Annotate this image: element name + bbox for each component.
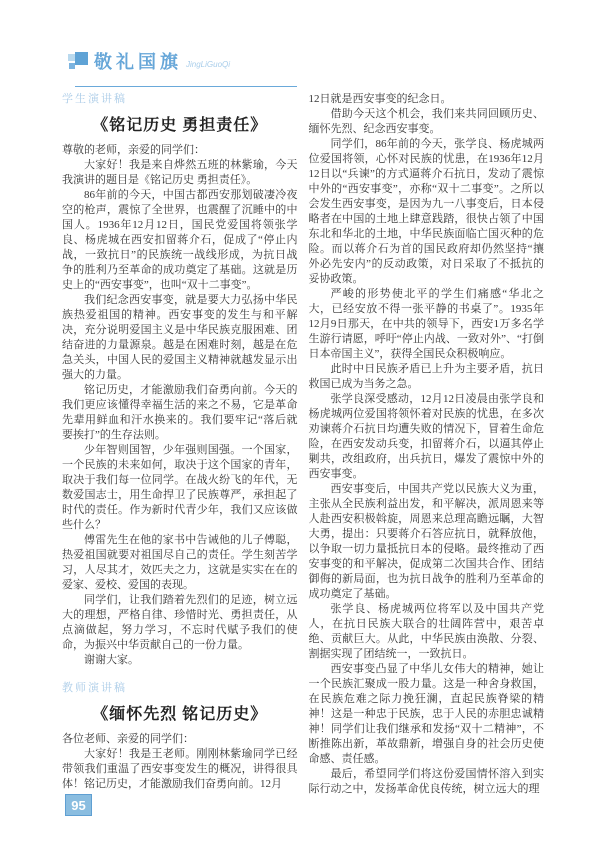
paragraph: 少年智则国智，少年强则国强。一个国家，一个民族的未来如何，取决于这个国家的青年，取决于我们每一位同学。在战火纷飞的年代，无数爱国志士，用生命捍卫了民族尊严，承担起了时代的责任。作为新时代青少年，我们又应该做些什么？ [62, 444, 298, 531]
paragraph: 同学们，86年前的今天，张学良、杨虎城两位爱国将领，心怀对民族的忧患，在1936年12月12日以“兵谏”的方式逼蒋介石抗日，发动了震惊中外的“西安事变”，亦称“双十二事变”。之所以会发生西安事变，是因为九一八事变后，日本侵略者在中国的土地上肆意践踏，很快占领了中国东北和华北的土地，中华民族面临亡国灭种的危险。而以蒋介石为首的国民政府却仍然坚持“攘外必先安内”的反动政策，对日采取了不抵抗的妥协政策。 [308, 138, 544, 285]
paragraph: 西安事变后，中国共产党以民族大义为重，主张从全民族利益出发，和平解决，派周恩来等人赴西安积极斡旋，周恩来总理高瞻远瞩，大智大勇，提出：只要蒋介石答应抗日，就释放他，以争取一切力量抵抗日本的侵略。最终推动了西安事变的和平解决，促成第二次国共合作、团结御侮的新局面，也为抗日战争的胜利乃至革命的成功奠定了基础。 [308, 483, 544, 600]
unit-title-pinyin: JingLiGuoQi [186, 59, 231, 69]
paragraph: 西安事变凸显了中华儿女伟大的精神，她让一个民族汇聚成一股力量。这是一种舍身救国，在民族危难之际力挽狂澜，直起民族脊梁的精神！这是一种忠于民族，忠于人民的赤胆忠诚精神！同学们让我们继承和发扬“双十二精神”，不断推陈出新，革故鼎新，增强自身的社会历史使命感、责任感。 [308, 663, 544, 765]
paragraph: 大家好！我是王老师。刚刚林紫瑜同学已经带领我们重温了西安事变发生的概况，讲得很具体！铭记历史，才能激励我们奋勇向前。12月 [62, 748, 298, 790]
paragraph: 12日就是西安事变的纪念日。 [308, 93, 452, 105]
speech2-body [62, 732, 298, 792]
speech2-title: 《缅怀先烈 铭记历史》 [92, 706, 268, 723]
paragraph: 86年前的今天，中国古都西安那划破凄冷夜空的枪声，震惊了全世界，也震醒了沉睡中的中国人。1936年12月12日，国民党爱国将领张学良、杨虎城在西安扣留蒋介石，促成了“停止内战，一致抗日”的民族统一战线形成，为抗日战争的胜利乃至革命的成功奠定了基础。这就是历史上的“西安事变”，也叫“双十二事变”。 [62, 189, 298, 291]
paragraph: 严峻的形势使北平的学生们痛感“华北之大，已经安放不得一张平静的书桌了”。1935年12月9日那天，在中共的领导下，西安1万多名学生游行请愿，呼吁“停止内战、一致对外”、“打倒日本帝国主义”，获得全国民众积极响应。 [308, 288, 544, 360]
left-column [62, 92, 298, 797]
paragraph: 借助今天这个机会，我们来共同回顾历史、缅怀先烈、纪念西安事变。 [308, 108, 544, 135]
two-column-text [62, 92, 544, 797]
speech1-title: 《铭记历史 勇担责任》 [92, 117, 268, 134]
squares-logo-icon [68, 50, 88, 72]
paragraph: 张学良深受感动，12月12日凌晨由张学良和杨虎城两位爱国将领怀着对民族的忧患，在多次劝谏蒋介石抗日均遭失败的情况下，冒着生命危险，在西安发动兵变，扣留蒋介石，以逼其停止剿共，改组政府，出兵抗日，爆发了震惊中外的西安事变。 [308, 393, 544, 480]
teacher-speech-label: 教师演讲稿 [62, 682, 127, 694]
student-speech-label: 学生演讲稿 [62, 93, 127, 105]
speech1-body [62, 143, 298, 668]
paragraph: 同学们，让我们踏着先烈们的足迹，树立远大的理想，严格自律、珍惜时光、勇担责任，从点滴做起，努力学习，不忘时代赋予我们的使命，为振兴中华贡献自己的一份力量。 [62, 594, 298, 651]
paragraph: 谢谢大家。 [84, 654, 139, 666]
speech2-body-continued [309, 92, 545, 797]
paragraph: 张学良、杨虎城两位将军以及中国共产党人，在抗日民族大联合的壮阔阵营中，艰苦卓绝、贡献巨大。从此，中华民族由涣散、分裂、割据实现了团结统一，一致抗日。 [308, 603, 544, 660]
paragraph: 各位老师、亲爱的同学们： [62, 733, 194, 745]
paragraph: 大家好！我是来自烨然五班的林紫瑜，今天我演讲的题目是《铭记历史 勇担责任》。 [62, 159, 298, 186]
page-header [68, 48, 230, 74]
paragraph: 此时中日民族矛盾已上升为主要矛盾，抗日救国已成为当务之急。 [308, 363, 544, 390]
header-divider [75, 86, 297, 87]
paragraph: 尊敬的老师，亲爱的同学们： [62, 144, 205, 156]
paragraph: 最后，希望同学们将这份爱国情怀溶入到实际行动之中，发扬革命优良传统，树立远大的理 [308, 768, 544, 795]
unit-title: 敬礼国旗 [94, 52, 182, 72]
right-column [309, 92, 545, 797]
paragraph: 铭记历史，才能激励我们奋勇向前。今天的我们更应该懂得幸福生活的来之不易，它是革命先辈用鲜血和汗水换来的。我们要牢记“落后就要挨打”的生存法则。 [62, 384, 298, 441]
paragraph: 傅雷先生在他的家书中告诫他的儿子傅聪，热爱祖国就要对祖国尽自己的责任。学生刻苦学习，人尽其才，效匹夫之力，这就是实实在在的爱家、爱校、爱国的表现。 [62, 534, 298, 591]
paragraph: 我们纪念西安事变，就是要大力弘扬中华民族热爱祖国的精神。西安事变的发生与和平解决，充分说明爱国主义是中华民族克服困难、团结奋进的力量源泉。越是在困难时刻，越是在危急关头，中国人民的爱国主义精神就越发显示出强大的力量。 [62, 294, 298, 381]
page-number-badge: 95 [65, 794, 92, 816]
